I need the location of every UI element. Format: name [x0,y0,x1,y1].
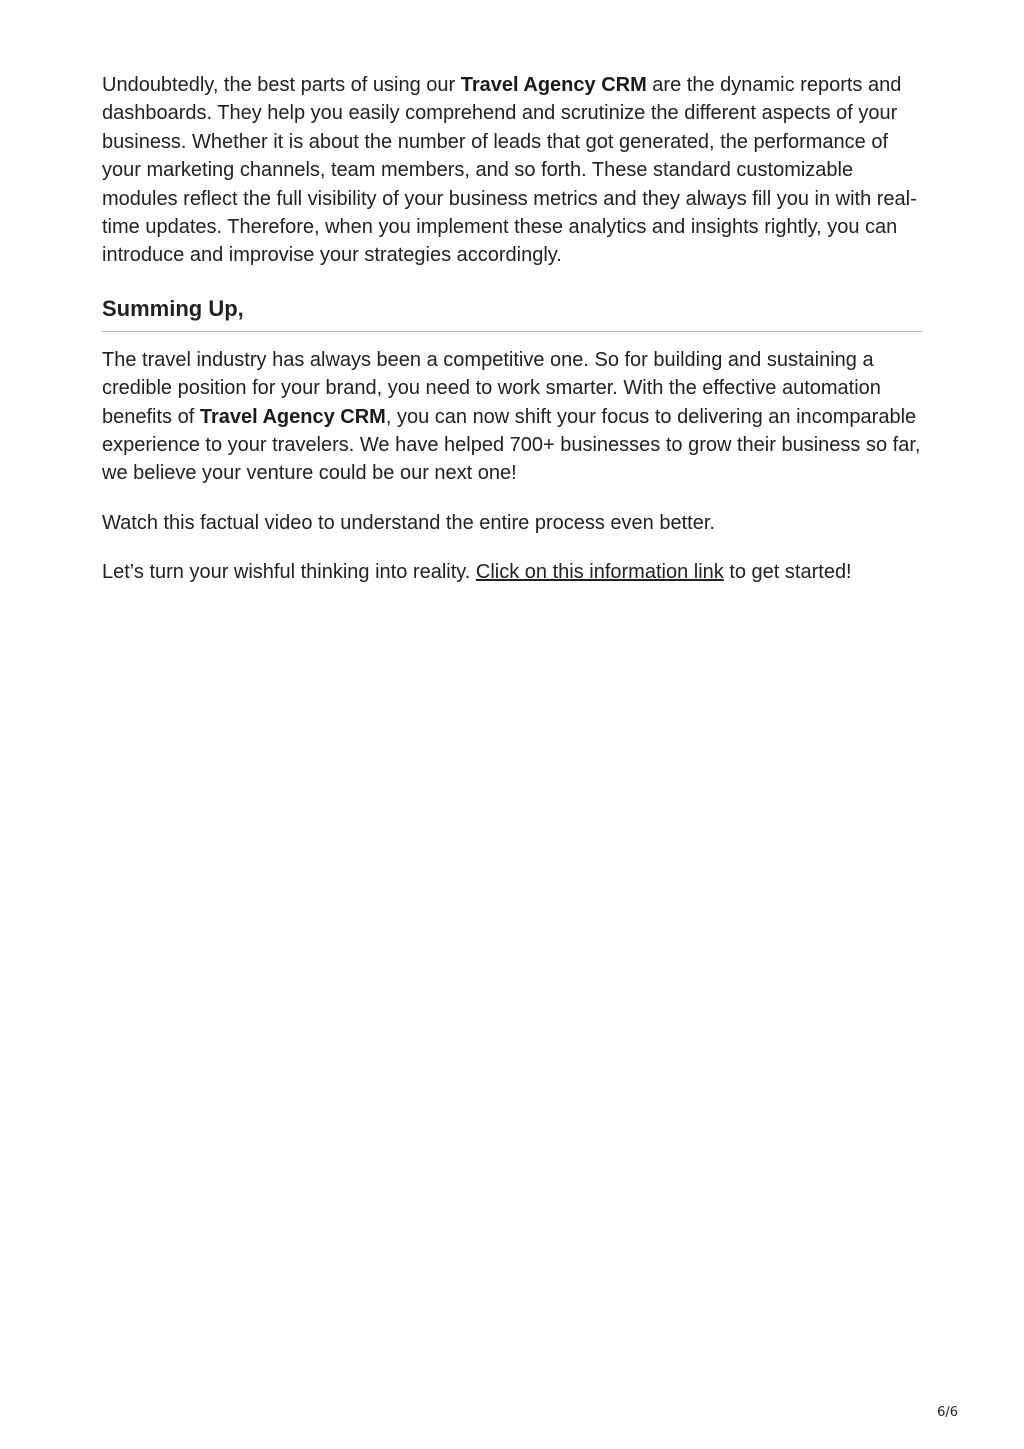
paragraph-cta-text-end: to get started! [723,561,852,584]
section-heading: Summing Up, [102,295,922,332]
paragraph-reports-text-start: Undoubtedly, the best parts of using our [102,74,461,96]
article-body [102,71,922,587]
paragraph-summary [102,346,922,488]
product-name-bold: Travel Agency CRM [199,405,386,428]
paragraph-summary-text-start: The travel industry has always been a competitive one. So for building and sustaining a credible position for your brand, you need to work smarter. With the effective automation benefits of [102,348,881,428]
paragraph-cta [102,558,922,586]
paragraph-cta-text-start: Let’s turn your wishful thinking into reality. [102,561,476,584]
information-link[interactable]: Click on this information link [475,561,724,584]
product-name-bold: Travel Agency CRM [460,74,647,96]
paragraph-reports [102,71,922,270]
paragraph-summary-text-end: , you can now shift your focus to delivering an incomparable experience to your travelers. We have helped 700+ businesses to grow their business so far, we believe your venture could be our next one! [102,405,921,485]
paragraph-video: Watch this factual video to understand the entire process even better. [102,511,715,534]
paragraph-reports-text-end: are the dynamic reports and dashboards. They help you easily comprehend and scrutinize the different aspects of your business. Whether it is about the number of leads that got generated, the performance of your marketing channels, team members, and so forth. These standard customizable modules reflect the full visibility of your business metrics and they always fill you in with real-time updates. Therefore, when you implement these analytics and insights rightly, you can introduce and improvise your strategies accordingly. [102,74,917,267]
page-number: 6/6 [937,1405,958,1420]
